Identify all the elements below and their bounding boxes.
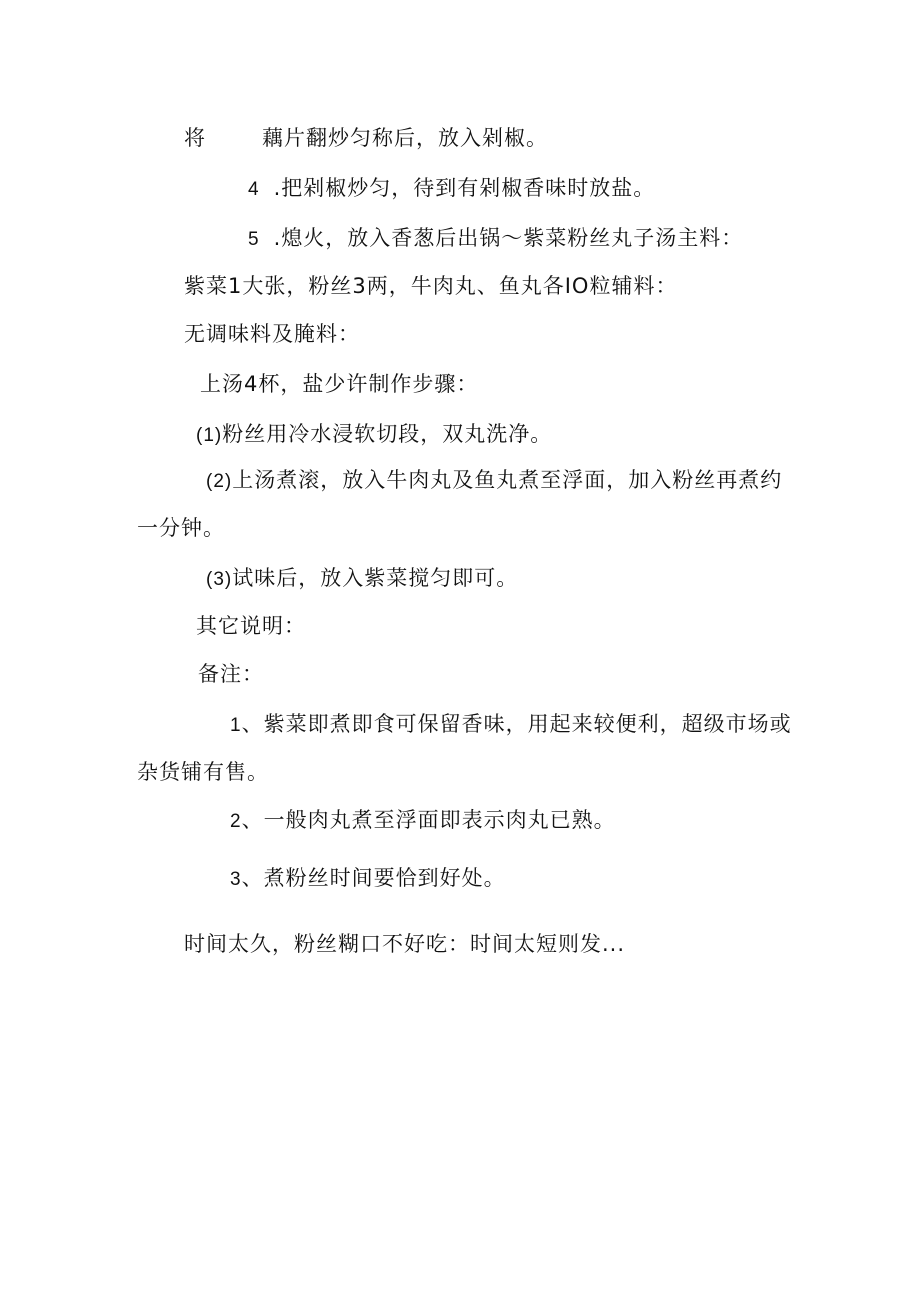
text-line-7 (196, 420, 552, 450)
line-text: 上汤4杯，盐少许制作步骤： (200, 372, 479, 396)
text-line-2 (248, 174, 655, 204)
line-text: 、煮粉丝时间要恰到好处。 (241, 866, 506, 890)
line-text: 、一般肉丸煮至浮面即表示肉丸已熟。 (241, 808, 616, 832)
line-text: 紫菜1大张，粉丝3两，牛肉丸、鱼丸各IO粒辅料： (184, 274, 678, 298)
text-line-9 (137, 514, 225, 542)
line-text: 无调味料及腌料： (184, 322, 360, 346)
line-text: .熄火，放入香葱后出锅～紫菜粉丝丸子汤主料： (273, 226, 744, 250)
line-prefix: 将 (184, 126, 206, 150)
line-text: 备注： (198, 662, 264, 686)
note-number: 2 (230, 811, 242, 832)
text-line-8 (206, 466, 782, 496)
step-number: (1) (196, 425, 223, 446)
line-text: 时间太久，粉丝糊口不好吃：时间太短则发... (184, 932, 626, 956)
note-number: 1 (230, 715, 242, 736)
line-text: 杂货铺有售。 (137, 760, 269, 784)
line-text: 粉丝用冷水浸软切段，双丸洗净。 (222, 422, 553, 446)
text-line-4 (184, 272, 677, 300)
text-line-1 (184, 124, 548, 152)
text-line-14 (137, 758, 269, 786)
text-line-12 (198, 660, 264, 688)
step-number: (3) (206, 569, 233, 590)
text-line-6 (200, 370, 478, 398)
line-text: 试味后，放入紫菜搅匀即可。 (232, 566, 519, 590)
text-line-13 (230, 710, 792, 740)
text-line-11 (196, 612, 306, 640)
text-line-16 (230, 864, 506, 894)
line-text: .把剁椒炒匀，待到有剁椒香味时放盐。 (273, 176, 656, 200)
line-text: 上汤煮滚，放入牛肉丸及鱼丸煮至浮面，加入粉丝再煮约 (232, 468, 783, 492)
step-number: 4 (248, 179, 260, 200)
text-line-5 (184, 320, 360, 348)
line-text: 其它说明： (196, 614, 306, 638)
line-text: 藕片翻炒匀称后，放入剁椒。 (262, 126, 548, 150)
step-number: 5 (248, 229, 260, 250)
note-number: 3 (230, 869, 242, 890)
line-text: 、紫菜即煮即食可保留香味，用起来较便利，超级市场或 (241, 712, 792, 736)
step-number: (2) (206, 471, 233, 492)
line-text: 一分钟。 (137, 516, 225, 540)
text-line-3 (248, 224, 743, 254)
text-line-15 (230, 806, 616, 836)
text-line-17 (184, 930, 625, 958)
text-line-10 (206, 564, 518, 594)
